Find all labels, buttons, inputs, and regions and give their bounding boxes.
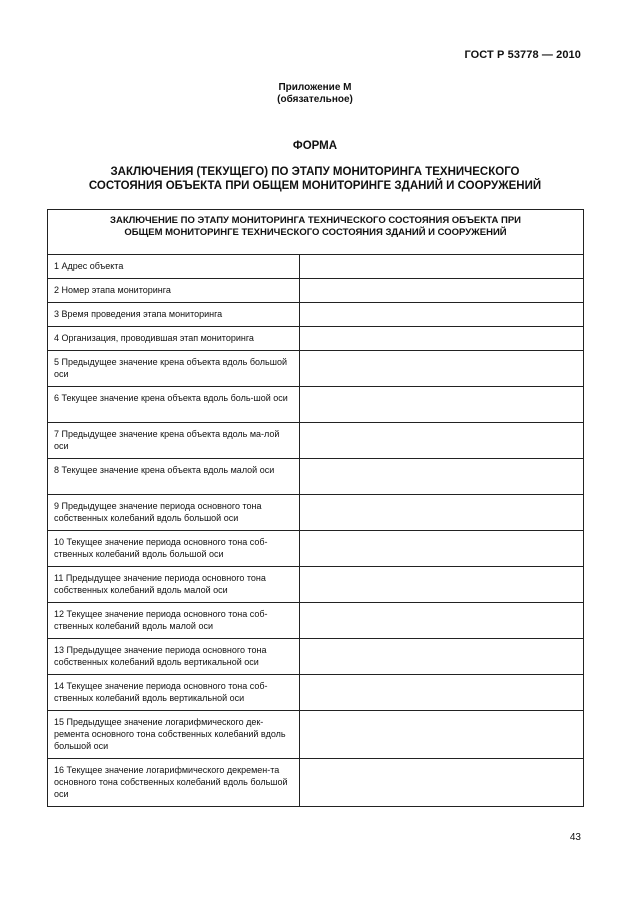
conclusion-form-table: [47, 209, 584, 807]
row-value-cell[interactable]: [300, 711, 584, 759]
table-row: [48, 303, 584, 327]
row-label: 16 Текущее значение логарифмического декремен-та основного тона собственных колебаний вдоль большой оси: [48, 759, 300, 807]
row-label: 2 Номер этапа мониторинга: [48, 279, 300, 303]
form-title: [0, 165, 630, 193]
row-value-cell[interactable]: [300, 531, 584, 567]
table-row: [48, 639, 584, 675]
table-row: [48, 759, 584, 807]
row-value-cell[interactable]: [300, 303, 584, 327]
table-header: ЗАКЛЮЧЕНИЕ ПО ЭТАПУ МОНИТОРИНГА ТЕХНИЧЕСКОГО СОСТОЯНИЯ ОБЪЕКТА ПРИ ОБЩЕМ МОНИТОРИНГЕ ТЕХНИЧЕСКОГО СОСТОЯНИЯ ЗДАНИЙ И СООРУЖЕНИЙ: [48, 210, 584, 255]
row-value-cell[interactable]: [300, 255, 584, 279]
table-row: [48, 279, 584, 303]
row-label: 3 Время проведения этапа мониторинга: [48, 303, 300, 327]
table-row: [48, 675, 584, 711]
table-row: [48, 567, 584, 603]
page-number: 43: [569, 832, 581, 843]
table-row: [48, 423, 584, 459]
row-label: 10 Текущее значение периода основного тона соб-ственных колебаний вдоль большой оси: [48, 531, 300, 567]
row-label: 8 Текущее значение крена объекта вдоль малой оси: [48, 459, 300, 495]
row-label: 4 Организация, проводившая этап мониторинга: [48, 327, 300, 351]
form-label: ФОРМА: [292, 140, 338, 152]
row-value-cell[interactable]: [300, 423, 584, 459]
appendix-heading: [0, 82, 630, 106]
row-value-cell[interactable]: [300, 459, 584, 495]
row-label: 5 Предыдущее значение крена объекта вдоль большой оси: [48, 351, 300, 387]
form-title-line-1: ЗАКЛЮЧЕНИЯ (ТЕКУЩЕГО) ПО ЭТАПУ МОНИТОРИНГА ТЕХНИЧЕСКОГО: [110, 166, 520, 178]
row-value-cell[interactable]: [300, 279, 584, 303]
form-title-line-2: СОСТОЯНИЯ ОБЪЕКТА ПРИ ОБЩЕМ МОНИТОРИНГЕ ЗДАНИЙ И СООРУЖЕНИЙ: [88, 180, 542, 192]
row-label: 13 Предыдущее значение периода основного тона собственных колебаний вдоль вертикальной оси: [48, 639, 300, 675]
row-label: 1 Адрес объекта: [48, 255, 300, 279]
table-row: [48, 351, 584, 387]
table-row: [48, 603, 584, 639]
row-value-cell[interactable]: [300, 603, 584, 639]
row-label: 9 Предыдущее значение периода основного тона собственных колебаний вдоль большой оси: [48, 495, 300, 531]
row-value-cell[interactable]: [300, 387, 584, 423]
row-label: 7 Предыдущее значение крена объекта вдоль ма-лой оси: [48, 423, 300, 459]
appendix-title: Приложение М: [278, 82, 352, 93]
row-label: 15 Предыдущее значение логарифмического дек-ремента основного тона собственных колебаний вдоль большой оси: [48, 711, 300, 759]
row-value-cell[interactable]: [300, 567, 584, 603]
table-row: [48, 711, 584, 759]
table-row: [48, 327, 584, 351]
row-value-cell[interactable]: [300, 327, 584, 351]
table-row: [48, 531, 584, 567]
row-label: 14 Текущее значение периода основного тона соб-ственных колебаний вдоль вертикальной оси: [48, 675, 300, 711]
standard-code: ГОСТ Р 53778 — 2010: [464, 49, 581, 61]
row-label: 11 Предыдущее значение периода основного тона собственных колебаний вдоль малой оси: [48, 567, 300, 603]
row-label: 12 Текущее значение периода основного тона соб-ственных колебаний вдоль малой оси: [48, 603, 300, 639]
table-row: [48, 387, 584, 423]
table-row: [48, 255, 584, 279]
row-label: 6 Текущее значение крена объекта вдоль боль-шой оси: [48, 387, 300, 423]
row-value-cell[interactable]: [300, 495, 584, 531]
table-row: [48, 495, 584, 531]
row-value-cell[interactable]: [300, 639, 584, 675]
table-header-row: [48, 210, 584, 255]
row-value-cell[interactable]: [300, 675, 584, 711]
appendix-status: (обязательное): [277, 94, 353, 105]
table-row: [48, 459, 584, 495]
row-value-cell[interactable]: [300, 759, 584, 807]
row-value-cell[interactable]: [300, 351, 584, 387]
